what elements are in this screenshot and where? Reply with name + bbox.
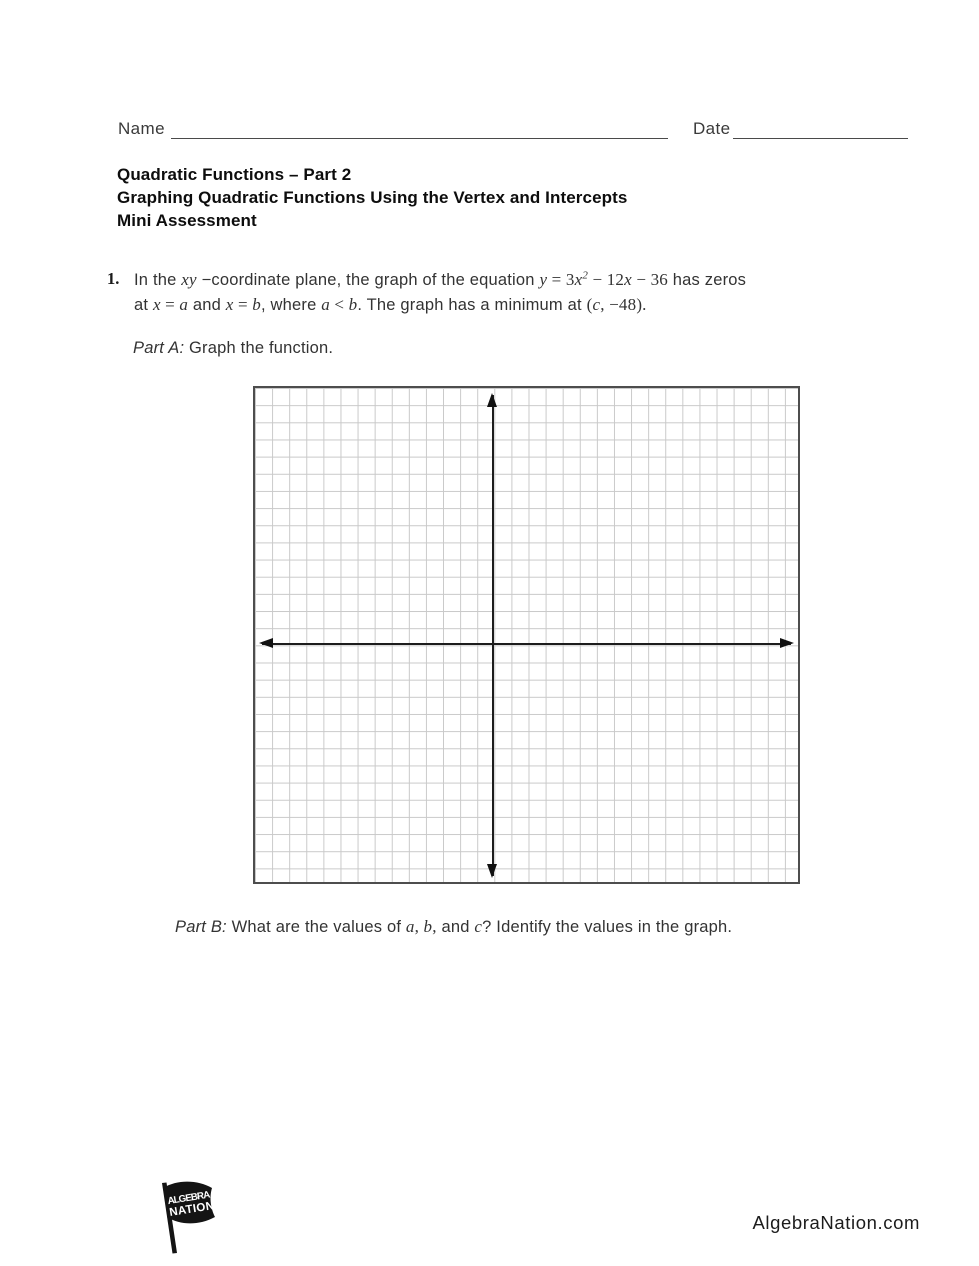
title-line-2: Graphing Quadratic Functions Using the Vertex and Intercepts bbox=[117, 188, 628, 207]
part-b-label: Part B: bbox=[175, 918, 227, 936]
title-line-1: Quadratic Functions – Part 2 bbox=[117, 165, 352, 184]
math-xy: xy bbox=[181, 270, 197, 289]
x-axis bbox=[262, 643, 791, 645]
math-exponent: 2 bbox=[582, 269, 589, 282]
site-url: AlgebraNation.com bbox=[752, 1212, 920, 1233]
x-axis-right-arrow-icon bbox=[780, 638, 794, 648]
part-a-label: Part A: bbox=[133, 339, 185, 357]
logo-text-algebra: ALGEBRA bbox=[166, 1189, 212, 1208]
date-field[interactable] bbox=[733, 122, 908, 139]
question-number: 1. bbox=[107, 269, 120, 288]
title-block bbox=[117, 163, 627, 232]
y-axis-up-arrow-icon bbox=[487, 393, 497, 407]
date-label: Date bbox=[693, 119, 731, 138]
y-axis bbox=[492, 395, 494, 876]
x-axis-left-arrow-icon bbox=[259, 638, 273, 648]
part-a-prompt: Part A: Graph the function. bbox=[133, 339, 334, 357]
name-field[interactable] bbox=[171, 122, 668, 139]
algebra-nation-logo bbox=[146, 1176, 230, 1260]
name-label: Name bbox=[118, 119, 165, 138]
part-b-prompt: Part B: What are the values of a, b, and c? Identify the values in the graph. bbox=[175, 917, 733, 936]
logo-text-nation: NATION bbox=[168, 1200, 215, 1219]
question-line-1: In the xy −coordinate plane, the graph of the equation $y = 3x^2 - 12x - 36$ has zeros bbox=[134, 269, 747, 289]
y-axis-down-arrow-icon bbox=[487, 864, 497, 878]
coordinate-grid[interactable] bbox=[253, 386, 800, 884]
question-text bbox=[134, 268, 944, 317]
title-line-3: Mini Assessment bbox=[117, 211, 257, 230]
question-line-2: at x = a and x = b, where a < b. The graph has a minimum at (c, −48). bbox=[134, 294, 647, 314]
